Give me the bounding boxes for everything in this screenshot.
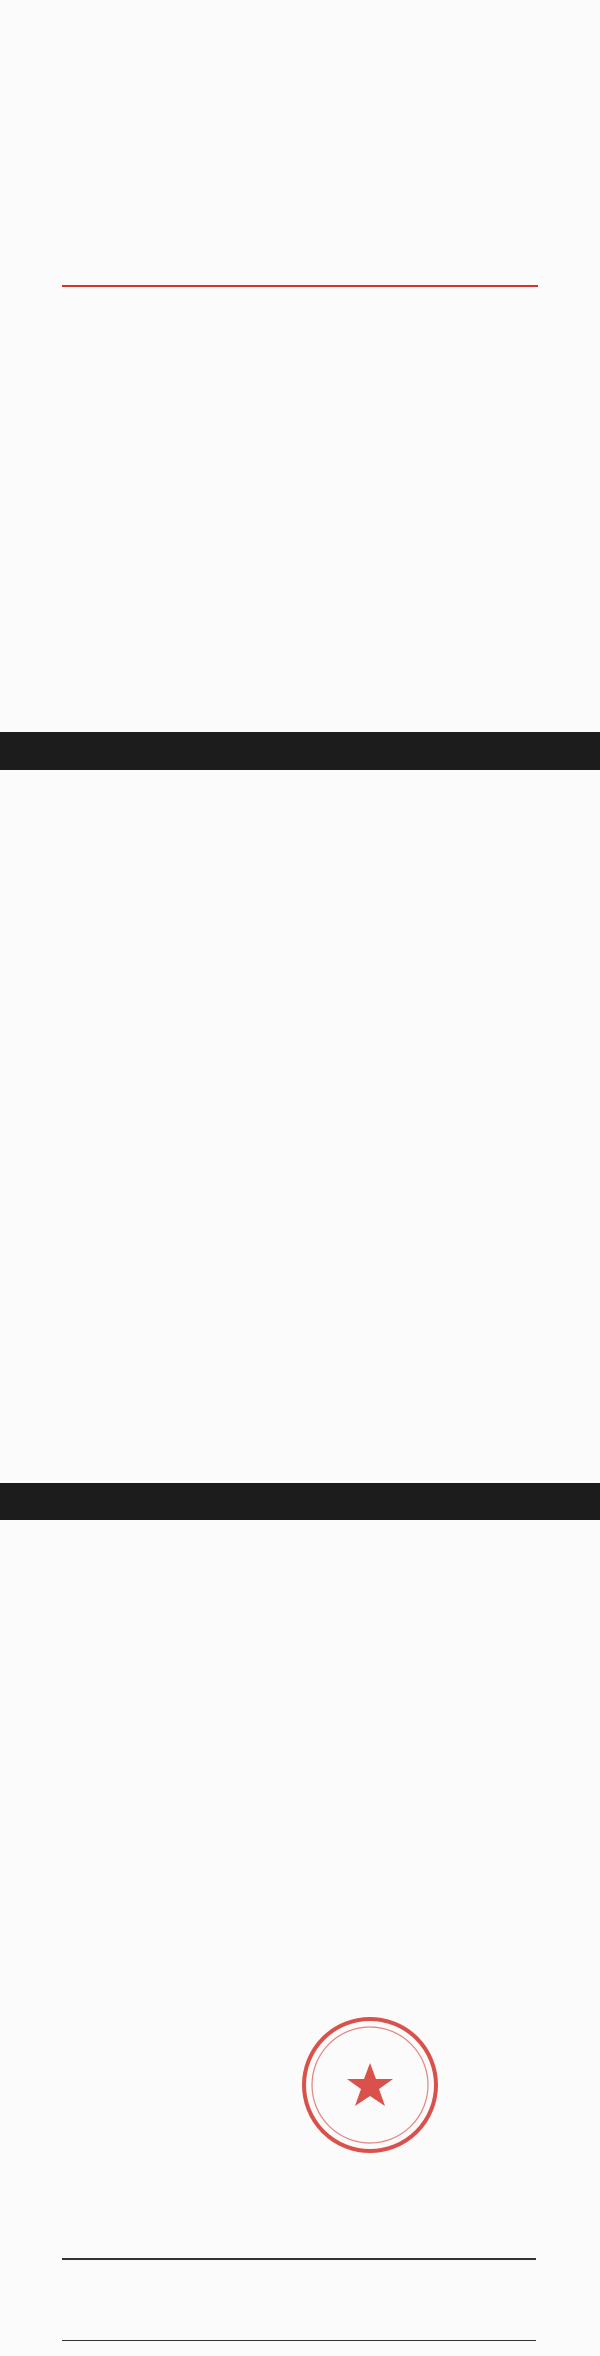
document-page-1 — [0, 0, 600, 732]
rule-middle — [62, 2340, 536, 2341]
document-page-2 — [0, 770, 600, 1483]
rule-top — [62, 2258, 536, 2260]
document-page-3 — [0, 1520, 600, 2356]
page-separator — [0, 732, 600, 770]
seal-star-icon — [347, 2063, 393, 2106]
page-separator — [0, 1483, 600, 1520]
red-divider — [62, 285, 538, 287]
official-seal — [300, 2015, 440, 2155]
